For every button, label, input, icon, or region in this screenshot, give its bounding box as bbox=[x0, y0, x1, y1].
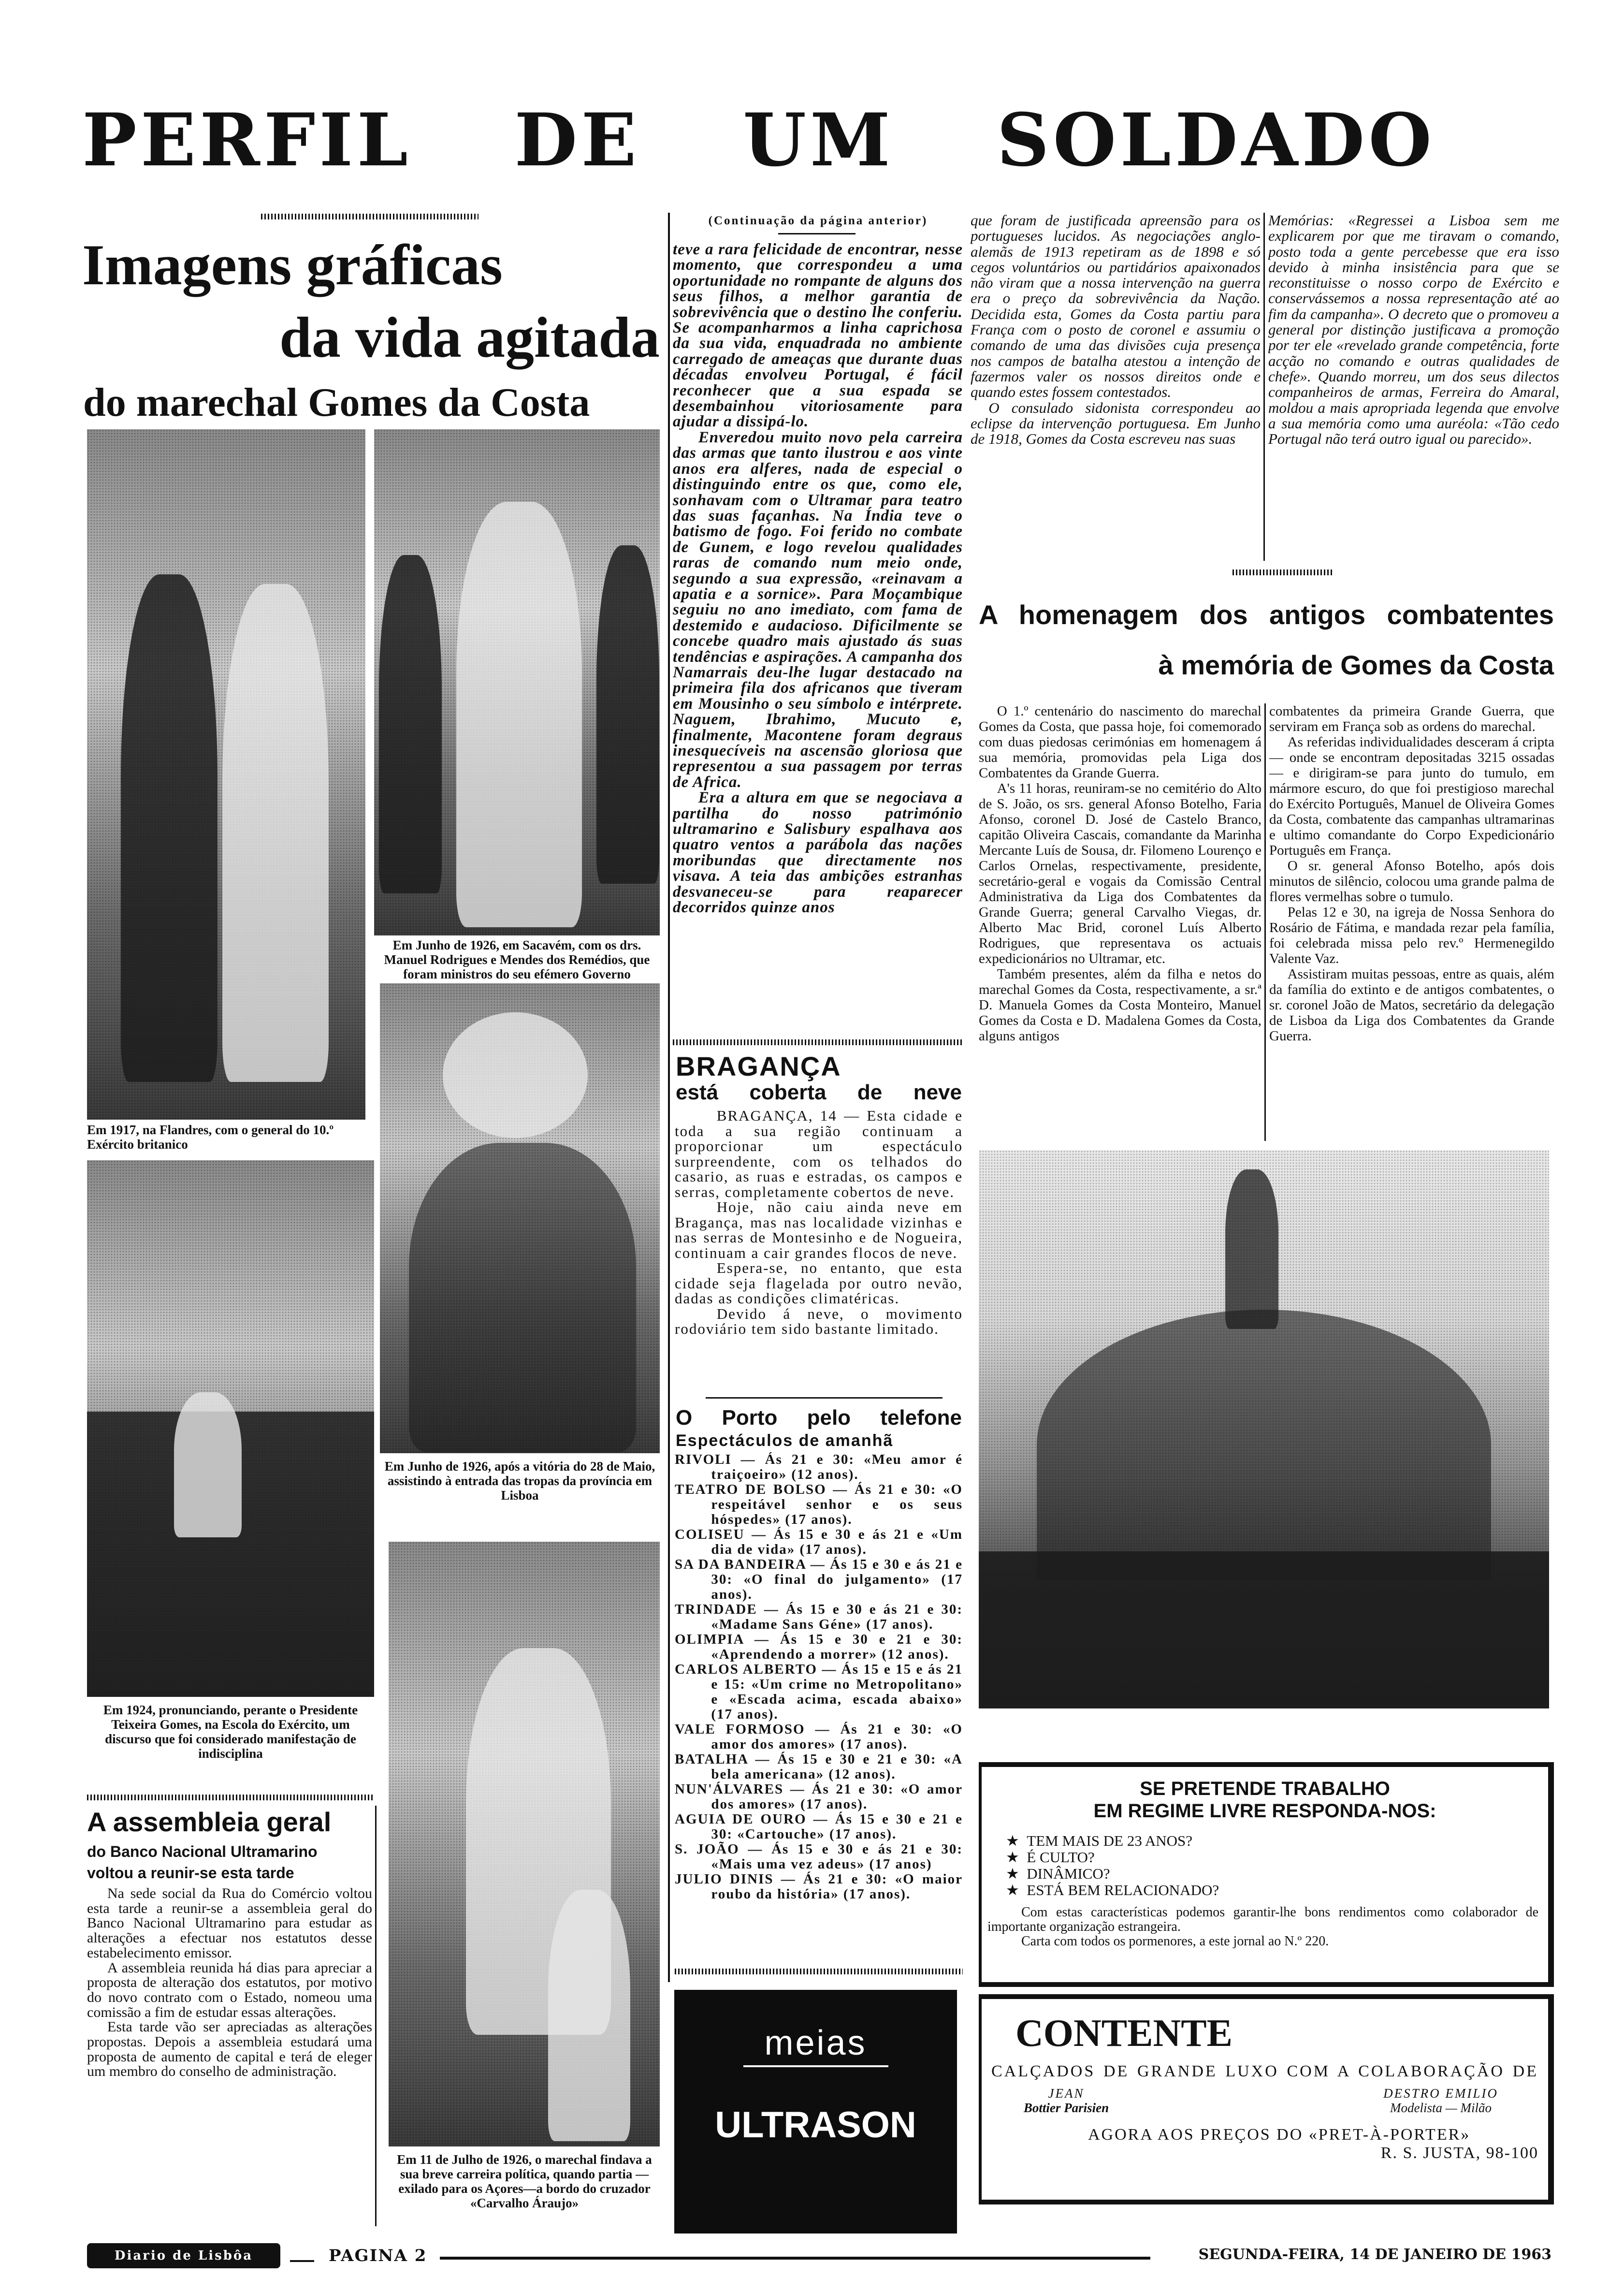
star-icon: ★ bbox=[1006, 1882, 1019, 1898]
ad-contente-tagline: CALÇADOS DE GRANDE LUXO COM A COLABORAÇÃO DE bbox=[991, 2062, 1538, 2080]
divider bbox=[778, 233, 856, 234]
photo-1917-flandres bbox=[87, 429, 365, 1120]
star-icon: ★ bbox=[1006, 1832, 1019, 1849]
homenagem-col-a: O 1.º centenário do nascimento do marechal Gomes da Costa, que passa hoje, foi comemorado com duas piedosas cerimónias em homenagem á sua memória, promovidas pela Liga dos Combatentes da Grande Guerra. A's 11 horas, reuniram-se no cemitério do Alto de S. João, os srs. general Afonso Botelho, Faria Afonso, coronel D. José de Castelo Branco, capitão Oliveira Cascais, comandante da Marinha Mercante Luís de Sousa, dr. Filomeno Lourenço e Carlos Ornelas, respectivamente, presidente, secretário-geral e vogais da Comissão Central Administrativa da Liga dos Combatentes da Grande Guerra; general Carvalho Viegas, dr. Alberto Mac Brid, coronel Luís Alberto Rodrigues, que representava os actuais expedicionários no Ultramar, etc. Também presentes, além da filha e netos do marechal Gomes da Costa, respectivamente, a sr.ª D. Manuela Gomes da Costa Monteiro, Manuel Gomes da Costa e D. Madalena Gomes da Costa, alguns antigos bbox=[979, 703, 1262, 1044]
ad-ultrason-label: ULTRASON bbox=[715, 2104, 916, 2146]
issue-date: SEGUNDA-FEIRA, 14 DE JANEIRO DE 1963 bbox=[1198, 2246, 1552, 2263]
assembleia-headline: A assembleia geral bbox=[87, 1807, 332, 1837]
column-rule bbox=[1263, 213, 1265, 561]
star-icon: ★ bbox=[1006, 1849, 1019, 1866]
ad-question: ★ TEM MAIS DE 23 ANOS? bbox=[1006, 1832, 1193, 1849]
ad-contente-offer: AGORA AOS PREÇOS DO «PRET-À-PORTER» bbox=[1088, 2126, 1471, 2144]
listing: NUN'ÁLVARES — Ás 21 e 30: «O amor dos amores» (17 anos). bbox=[675, 1781, 963, 1812]
photo-1926-exile bbox=[389, 1542, 660, 2146]
braganca-headline: BRAGANÇA bbox=[676, 1051, 841, 1081]
listing: SA DA BANDEIRA — Ás 15 e 30 e ás 21 e 30: «O final do julgamento» (17 anos). bbox=[675, 1557, 963, 1602]
photo-caption: Em Junho de 1926, após a vitória do 28 de Maio, assistindo à entrada das tropas da província em Lisboa bbox=[384, 1459, 655, 1503]
ad-meias-label: meias bbox=[764, 2024, 867, 2062]
page-number: PAGINA 2 bbox=[329, 2246, 427, 2265]
continuation-col-a: que foram de justificada apreensão para os portugueses lucidos. As negociações anglo-alemãs de 1913 repetiram as de 1898 e só cegos voluntários ou partidários apaixonados não viram que a nossa intervenção na guerra era o preço da sobrevivência da Nação. Decidida esta, Gomes da Costa partiu para França com o posto de coronel e assumiu o comando de uma das divisões cuja presença nos campos de batalha atestou a intenção de fazermos valer os nossos direitos onde e quando estes fossem contestados. O consulado sidonista correspondeu ao eclipse da intervenção portuguesa. Em Junho de 1918, Gomes da Costa escreveu nas suas bbox=[971, 213, 1261, 448]
photo-caption: Em Junho de 1926, em Sacavém, com os drs. Manuel Rodrigues e Mendes dos Remédios, que foram ministros do seu efémero Governo bbox=[384, 938, 650, 981]
divider bbox=[440, 2257, 1150, 2260]
listing: RIVOLI — Ás 21 e 30: «Meu amor é traiçoeiro» (12 anos). bbox=[675, 1452, 963, 1482]
listing: CARLOS ALBERTO — Ás 15 e 15 e ás 21 e 15: «Um crime no Metropolitano» e «Escada acima, escada abaixo» (17 anos). bbox=[675, 1662, 963, 1722]
divider bbox=[290, 2260, 314, 2262]
ad-partner-role: Bottier Parisien bbox=[1023, 2101, 1109, 2115]
section-separator bbox=[87, 1795, 374, 1800]
listing: COLISEU — Ás 15 e 30 e ás 21 e «Um dia de vida» (17 anos). bbox=[675, 1527, 963, 1557]
porto-subheadline: Espectáculos de amanhã bbox=[676, 1431, 894, 1450]
ad-question: ★ É CULTO? bbox=[1006, 1849, 1095, 1866]
assembleia-body: Na sede social da Rua do Comércio voltou esta tarde a reunir-se a assembleia geral do Banco Nacional Ultramarino para estudar as alterações a efectuar nos estatutos desse estabelecimento emissor. A assembleia reunida há dias para apreciar a proposta de alteração dos estatutos, por motivo do novo contrato com o Estado, nomeou uma comissão a fim de estudar essas alterações. Esta tarde vão ser apreciadas as alterações propostas. Depois a assembleia estudará uma proposta de aumento de capital e terá de eleger um membro do conselho de administração. bbox=[87, 1886, 372, 2080]
porto-headline: O Porto pelo telefone bbox=[676, 1406, 962, 1430]
braganca-body: BRAGANÇA, 14 — Esta cidade e toda a sua região continuam a proporcionar um espectáculo surpreendente, com os telhados do casario, as ruas e estradas, os campos e serras, completamente cobertos de neve. Hoje, não caiu ainda neve em Bragança, mas nas localidade vizinhas e nas serras de Montesinho e de Nogueira, continuam a cair grandes flocos de neve. Espera-se, no entanto, que esta cidade seja flagelada por outro nevão, dadas as condições climatéricas. Devido á neve, o movimento rodoviário tem sido bastante limitado. bbox=[675, 1108, 963, 1337]
listing: VALE FORMOSO — Ás 21 e 30: «O amor dos amores» (17 anos). bbox=[675, 1722, 963, 1752]
divider bbox=[706, 1397, 942, 1399]
photo-1924-speech bbox=[87, 1160, 374, 1697]
section-separator bbox=[261, 214, 478, 219]
continuation-col-b: Memórias: «Regressei a Lisboa sem me explicarem por que me tiravam o comando, posto toda a gente percebesse que era isso devido à minha insistência para que se reconstituisse o nosso corpo de Exército e conservássemos a nossa representação até ao fim da campanha». O decreto que o promoveu a general por distinção justificava a promoção por ter ele «revelado grande competência, forte acção no comando e outras qualidades de chefe». Quando morreu, um dos seus dilectos companheiros de armas, Ferreira do Amaral, moldou a mais apropriada legenda que envolve a sua memória como uma auréola: «Tão cedo Portugal não terá outro igual ou parecido». bbox=[1268, 213, 1559, 448]
main-title: PERFIL DE UM SOLDADO bbox=[82, 98, 1436, 183]
listing: JULIO DINIS — Ás 21 e 30: «O maior roubo da história» (17 anos). bbox=[675, 1871, 963, 1902]
assembleia-subheadline: do Banco Nacional Ultramarino bbox=[87, 1843, 318, 1860]
homenagem-col-b: combatentes da primeira Grande Guerra, que serviram em França sob as ordens do marechal. As referidas individualidades desceram á cripta — onde se encontram depositadas 3215 ossadas — e dirigiram-se para junto do tumulo, em mármore escuro, do que foi prestigioso marechal do Exército Português, Manuel de Oliveira Gomes da Costa, combatente das campanhas ultramarinas e ultimo comandante do Corpo Expedicionário Português em França. O sr. general Afonso Botelho, após dois minutos de silêncio, colocou uma grande palma de flores vermelhas sobre o tumulo. Pelas 12 e 30, na igreja de Nossa Senhora do Rosário de Fátima, e mandada rezar pela família, foi celebrada missa pelo rev.º Hermenegildo Valente Vaz. Assistiram muitas pessoas, entre as quais, além da família do extinto e de antigos combatentes, o sr. coronel João de Matos, secretário da delegação de Lisboa da Liga dos Combatentes da Grande Guerra. bbox=[1269, 703, 1554, 1044]
ad-trabalho-body: Com estas características podemos garantir-lhe bons rendimentos como colaborador de importante organização estrangeira. bbox=[987, 1905, 1538, 1934]
ad-contente-address: R. S. JUSTA, 98-100 bbox=[1380, 2144, 1538, 2162]
photo-1926-portrait bbox=[380, 983, 660, 1453]
ad-meias-ultrason bbox=[674, 1990, 957, 2233]
ad-partner-name: DESTRO EMILIO bbox=[1383, 2086, 1498, 2101]
listing: OLIMPIA — Ás 15 e 30 e 21 e 30: «Aprendendo a morrer» (12 anos). bbox=[675, 1632, 963, 1662]
listing: TEATRO DE BOLSO — Ás 21 e 30: «O respeitável senhor e os seus hóspedes» (17 anos). bbox=[675, 1482, 963, 1527]
ad-question: ★ DINÂMICO? bbox=[1006, 1865, 1110, 1882]
section-separator bbox=[1232, 569, 1334, 575]
listing: BATALHA — Ás 15 e 30 e 21 e 30: «A bela americana» (12 anos). bbox=[675, 1752, 963, 1782]
section-separator bbox=[675, 1969, 963, 1974]
ad-partner-role: Modelista — Milão bbox=[1390, 2101, 1492, 2115]
photo-1926-sacavem bbox=[374, 429, 660, 935]
ad-trabalho bbox=[979, 1762, 1554, 1987]
homenagem-headline: A homenagem dos antigos combatentes bbox=[979, 599, 1554, 630]
continuation-body: teve a rara felicidade de encontrar, nesse momento, que correspondeu a uma oportunidade no rompante de alguns dos seus filhos, a melhor garantia de sobrevivência que o destino lhe conferiu. Se acompanharmos a linha caprichosa da sua vida, enquadrada no ambiente carregado de ameaças que durante duas décadas envolveu Portugal, é fácil reconhecer que a sua espada se desembainhou vitoriosamente para ajudar a dissipá-lo. Enveredou muito novo pela carreira das armas que tanto ilustrou e aos vinte anos era alferes, nada de especial o distinguindo entre os que, como ele, sonhavam com o Ultramar para teatro das suas façanhas. Na Índia teve o batismo de fogo. Foi ferido no combate de Gunem, e logo revelou qualidades raras de comando num meio onde, segundo a sua expressão, «reinavam a apatia e a sornice». Para Moçambique seguiu no ano imediato, com fama de destemido e audacioso. Dificilmente se concebe quadro mais ajustado ás suas tendências e aspirações. A campanha dos Namarrais deu-lhe lugar destacado na primeira fila dos africanos que tiveram em Mousinho o seu símbolo e intérprete. Naguem, Ibrahimo, Mucuto e, finalmente, Macontene foram degraus inesquecíveis na ascensão gloriosa que representou a sua passagem por terras de Africa. Era a altura em que se negociava a partilha do nosso património ultramarino e Salisbury espalhava aos quatro ventos a parábola das nações moribundas que directamente nos visava. A teia das ambições estranhas desvaneceu-se para reaparecer decorridos quinze anos bbox=[673, 242, 963, 917]
feature-subheadline: do marechal Gomes da Costa bbox=[83, 380, 590, 425]
listing: AGUIA DE OURO — Ás 15 e 30 e 21 e 30: «Cartouche» (17 anos). bbox=[675, 1811, 963, 1842]
photo-caption: Em 11 de Julho de 1926, o marechal findava a sua breve carreira política, quando partia — exilado para os Açores—a bordo do cruzador «Carvalho Áraujo» bbox=[397, 2152, 652, 2210]
homenagem-headline-2: à memória de Gomes da Costa bbox=[1158, 650, 1554, 680]
continuation-header: (Continuação da página anterior) bbox=[708, 214, 928, 227]
porto-listings bbox=[675, 1452, 963, 1965]
ad-trabalho-title: SE PRETENDE TRABALHO bbox=[1140, 1778, 1390, 1799]
photo-caption: Em 1917, na Flandres, com o general do 10.º Exército britanico bbox=[87, 1123, 334, 1152]
assembleia-subheadline-2: voltou a reunir-se esta tarde bbox=[87, 1864, 294, 1882]
column-rule bbox=[668, 213, 670, 1982]
ad-contente bbox=[979, 1994, 1554, 2204]
ad-question: ★ ESTÁ BEM RELACIONADO? bbox=[1006, 1882, 1219, 1898]
star-icon: ★ bbox=[1006, 1865, 1019, 1882]
photo-monument-ceremony bbox=[979, 1150, 1549, 1708]
divider bbox=[743, 2065, 888, 2067]
column-rule bbox=[1264, 703, 1266, 1141]
masthead-logo: Diario de Lisbôa bbox=[87, 2243, 280, 2268]
ad-trabalho-contact: Carta com todos os pormenores, a este jornal ao N.º 220. bbox=[1021, 1934, 1329, 1949]
photo-caption: Em 1924, pronunciando, perante o Presidente Teixeira Gomes, na Escola do Exército, um discurso que foi considerado manifestação de indisciplina bbox=[103, 1703, 358, 1761]
ad-trabalho-title-2: EM REGIME LIVRE RESPONDA-NOS: bbox=[1093, 1800, 1436, 1822]
ad-partner-name: JEAN bbox=[1048, 2086, 1085, 2101]
ad-contente-brand: CONTENTE bbox=[1015, 2012, 1232, 2055]
section-separator bbox=[673, 1039, 963, 1045]
braganca-subheadline: está coberta de neve bbox=[676, 1080, 962, 1104]
listing: S. JOÃO — Ás 15 e 30 e ás 21 e 30: «Mais uma vez adeus» (17 anos) bbox=[675, 1841, 963, 1872]
column-rule bbox=[375, 1806, 377, 2226]
feature-headline-2: da vida agitada bbox=[279, 305, 660, 369]
feature-headline: Imagens gráficas bbox=[82, 233, 503, 297]
listing: TRINDADE — Ás 15 e 30 e ás 21 e 30: «Madame Sans Géne» (17 anos). bbox=[675, 1602, 963, 1632]
